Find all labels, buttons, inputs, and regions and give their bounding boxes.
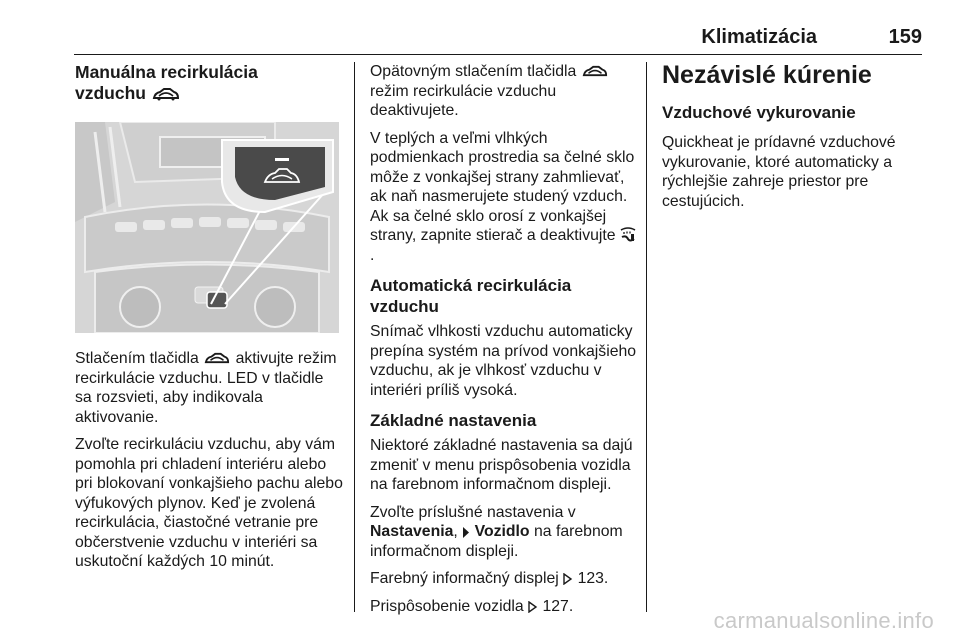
subsection-title-air-heating: Vzduchové vykurovanie: [662, 103, 856, 122]
menu-name-vehicle: Vozidlo: [474, 523, 530, 540]
paragraph: Stlačením tlačidla aktivujte režim recirkulácie vzduchu. LED v tlačidle sa rozsvieti, aby indikovala aktivovanie.: [75, 350, 337, 426]
recirculation-car-icon: [203, 352, 231, 365]
paragraph: Opätovným stlačením tlačidla režim recirkulácie vzduchu deaktivujete.: [370, 62, 638, 121]
section-title-basic-settings: Základné nastavenia: [370, 411, 537, 430]
paragraph: Prispôsobenie vozidla 127.: [370, 597, 574, 615]
page-header: [74, 0, 922, 55]
paragraph: Farebný informačný displej 123.: [370, 570, 609, 587]
section-title-automatic-recirculation: Automatická recirkulácia vzduchu: [370, 276, 572, 316]
column-divider: [354, 62, 355, 612]
column-3: [662, 62, 930, 219]
menu-arrow-icon: [462, 527, 470, 538]
paragraph: V teplých a veľmi vlhkých podmienkach prostredia sa čelné sklo môže z vonkajšej strany zahmlievať, ak naň nasmerujete studený vzduch. Ak sa čelné sklo orosí z vonkajšej strany, zapnite stierač a deaktivujte .: [370, 129, 635, 264]
watermark: carmanualsonline.info: [713, 608, 934, 633]
windscreen-fan-icon: [620, 227, 636, 242]
section-title-manual-recirculation: Manuálna recirkulácia vzduchu: [75, 62, 258, 103]
page-reference-arrow-icon: [563, 573, 573, 585]
paragraph: Zvoľte príslušné nastavenia v Nastavenia, Vozidlo na farebnom informačnom displeji.: [370, 503, 623, 560]
page-number: 159: [888, 26, 922, 48]
recirculation-car-icon: [151, 87, 181, 101]
page-reference-arrow-icon: [528, 601, 538, 613]
recirculation-car-icon: [581, 65, 609, 78]
column-1: [75, 62, 343, 580]
column-divider: [646, 62, 647, 612]
column-2: [370, 62, 638, 624]
section-title-independent-heating: Nezávislé kúrenie: [662, 61, 872, 89]
climate-control-panel-illustration: [75, 122, 339, 333]
chapter-title: Klimatizácia: [701, 26, 817, 48]
page-reference[interactable]: 127.: [542, 597, 574, 615]
page-reference[interactable]: 123.: [577, 570, 609, 587]
menu-name-settings: Nastavenia: [370, 523, 454, 540]
paragraph: Snímač vlhkosti vzduchu automaticky prepína systém na prívod vonkajšieho vzduchu, ak je vlhkosť vzduchu v interiéri príliš vysoká.: [370, 323, 637, 399]
paragraph: Zvoľte recirkuláciu vzduchu, aby vám pomohla pri chladení interiéru alebo pri blokovaní vonkajšieho pachu alebo výfukových plynov. Keď je zvolená recirkulácia, čiastočné vetranie pre občerstvenie vzduchu v interiéri sa uskutoční každých 10 minút.: [75, 436, 343, 570]
paragraph: Niektoré základné nastavenia sa dajú zmeniť v menu prispôsobenia vozidla na farebnom informačnom displeji.: [370, 437, 633, 493]
paragraph: Quickheat je prídavné vzduchové vykurovanie, ktoré automaticky a rýchlejšie zahreje priestor pre cestujúcich.: [662, 134, 896, 210]
